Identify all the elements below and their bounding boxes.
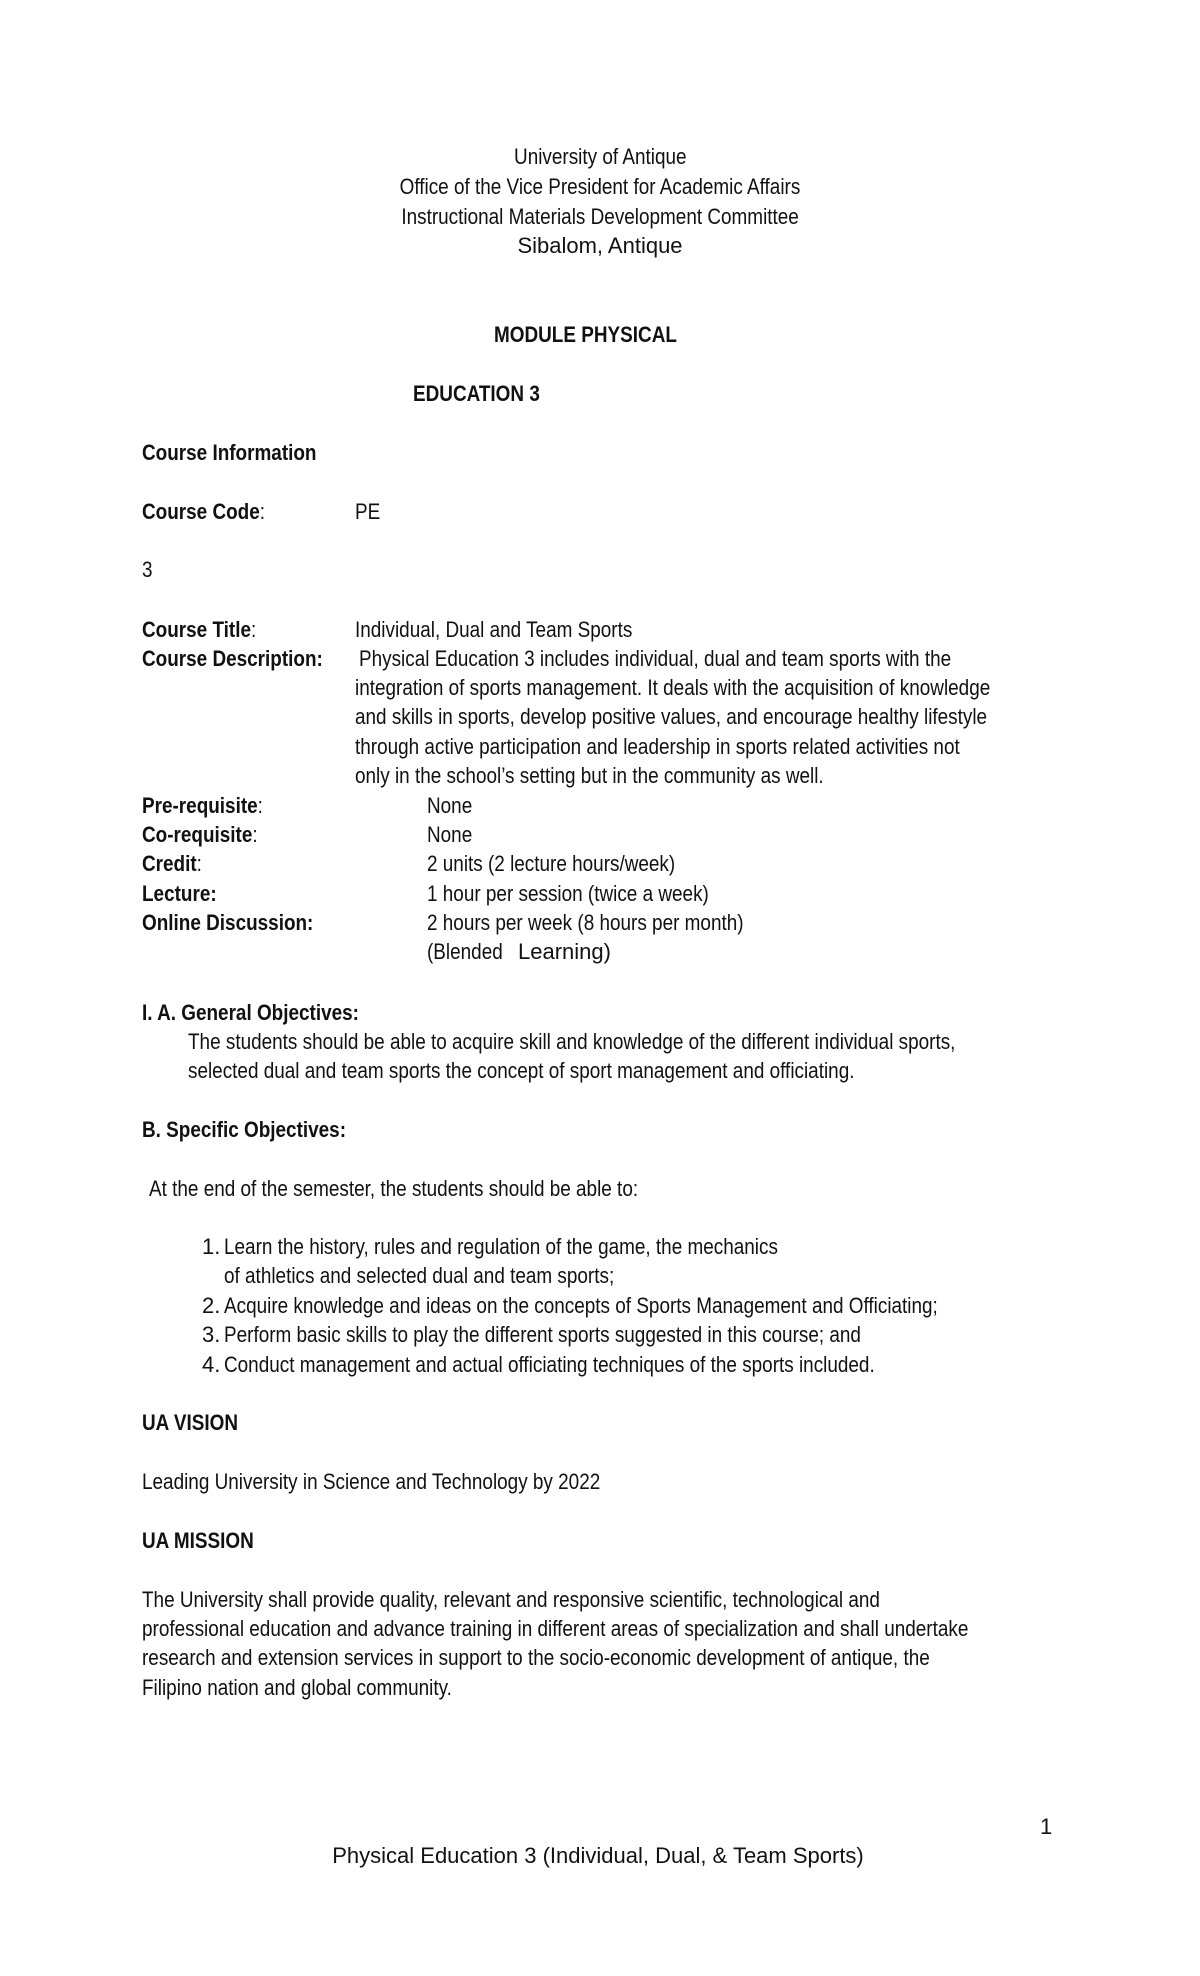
- list-item: Learn the history, rules and regulation of the game, the mechanics: [224, 1234, 778, 1259]
- general-objectives-line: selected dual and team sports the concept of sport management and officiating.: [188, 1058, 855, 1083]
- corequisite-colon: :: [252, 822, 258, 847]
- mission-line: The University shall provide quality, relevant and responsive scientific, technological and: [142, 1587, 880, 1612]
- credit-label: Credit: [142, 851, 197, 876]
- blended-learning-word: Learning): [518, 939, 611, 964]
- mission-line: professional education and advance training in different areas of specialization and shall undertake: [142, 1616, 969, 1641]
- university-name: University of Antique: [513, 144, 687, 169]
- vision-heading: UA VISION: [142, 1410, 239, 1435]
- course-code-label: Course Code: [142, 499, 260, 524]
- course-description-line: and skills in sports, develop positive values, and encourage healthy lifestyle: [355, 704, 988, 729]
- list-item-number: 3.: [202, 1322, 221, 1347]
- course-code-value-cont: 3: [142, 557, 153, 582]
- list-item-number: 4.: [202, 1352, 221, 1377]
- general-objectives-line: The students should be able to acquire skill and knowledge of the different individual sports,: [188, 1029, 956, 1054]
- corequisite-value: None: [427, 822, 473, 847]
- online-discussion-label: Online Discussion:: [142, 910, 314, 935]
- online-discussion-value: 2 hours per week (8 hours per month): [427, 910, 744, 935]
- footer-text: Physical Education 3 (Individual, Dual, & Team Sports): [332, 1843, 864, 1868]
- course-title-label: Course Title: [142, 617, 252, 642]
- corequisite-label-row: [142, 822, 258, 848]
- list-item: Perform basic skills to play the different sports suggested in this course; and: [224, 1322, 861, 1347]
- course-description-line: integration of sports management. It deals with the acquisition of knowledge: [355, 675, 991, 700]
- page-number: 1: [1040, 1814, 1053, 1839]
- mission-line: Filipino nation and global community.: [142, 1675, 452, 1700]
- course-title-value: Individual, Dual and Team Sports: [355, 617, 633, 642]
- lecture-value: 1 hour per session (twice a week): [427, 881, 709, 906]
- office-name: Office of the Vice President for Academic Affairs: [399, 174, 801, 199]
- mission-line: research and extension services in support to the socio-economic development of antique, the: [142, 1645, 930, 1670]
- vision-text: Leading University in Science and Technology by 2022: [142, 1469, 601, 1494]
- specific-objectives-intro: At the end of the semester, the students should be able to:: [149, 1176, 639, 1201]
- credit-value: 2 units (2 lecture hours/week): [427, 851, 676, 876]
- mission-heading: UA MISSION: [142, 1528, 254, 1553]
- committee-name: Instructional Materials Development Committee: [401, 204, 799, 229]
- prerequisite-label: Pre-requisite: [142, 793, 258, 818]
- list-item-number: 2.: [202, 1293, 221, 1318]
- course-code-colon: :: [259, 499, 266, 524]
- list-item: Conduct management and actual officiating techniques of the sports included.: [224, 1352, 875, 1377]
- prerequisite-value: None: [427, 793, 473, 818]
- specific-objectives-heading: B. Specific Objectives:: [142, 1117, 346, 1142]
- general-objectives-heading: I. A. General Objectives:: [142, 1000, 359, 1025]
- course-info-heading: Course Information: [142, 440, 317, 465]
- lecture-label: Lecture:: [142, 881, 217, 906]
- credit-colon: :: [196, 851, 202, 876]
- list-item-cont: of athletics and selected dual and team sports;: [224, 1263, 615, 1288]
- course-description-line: through active participation and leadership in sports related activities not: [355, 734, 960, 759]
- credit-label-row: [142, 851, 202, 877]
- list-item: Acquire knowledge and ideas on the concepts of Sports Management and Officiating;: [224, 1293, 938, 1318]
- course-description-label: Course Description:: [142, 646, 323, 671]
- module-title-line1: [494, 322, 677, 348]
- course-description-line: only in the school’s setting but in the community as well.: [355, 763, 824, 788]
- course-description-line: Physical Education 3 includes individual, dual and team sports with the: [359, 646, 952, 671]
- module-title-line2: EDUCATION 3: [413, 381, 540, 406]
- module-title-rest: PHYSICAL: [581, 322, 677, 347]
- list-item-number: 1.: [202, 1234, 221, 1259]
- prerequisite-label-row: [142, 793, 263, 819]
- module-title-bold: MODULE: [494, 322, 576, 347]
- course-title-colon: :: [251, 617, 257, 642]
- course-code-value: PE: [355, 499, 381, 524]
- course-title-label-row: [142, 617, 256, 643]
- prerequisite-colon: :: [257, 793, 263, 818]
- blended-open: (Blended: [427, 939, 503, 964]
- corequisite-label: Co-requisite: [142, 822, 253, 847]
- location: Sibalom, Antique: [517, 233, 683, 258]
- course-code-label-row: [142, 499, 265, 525]
- online-discussion-value-cont: [427, 939, 503, 965]
